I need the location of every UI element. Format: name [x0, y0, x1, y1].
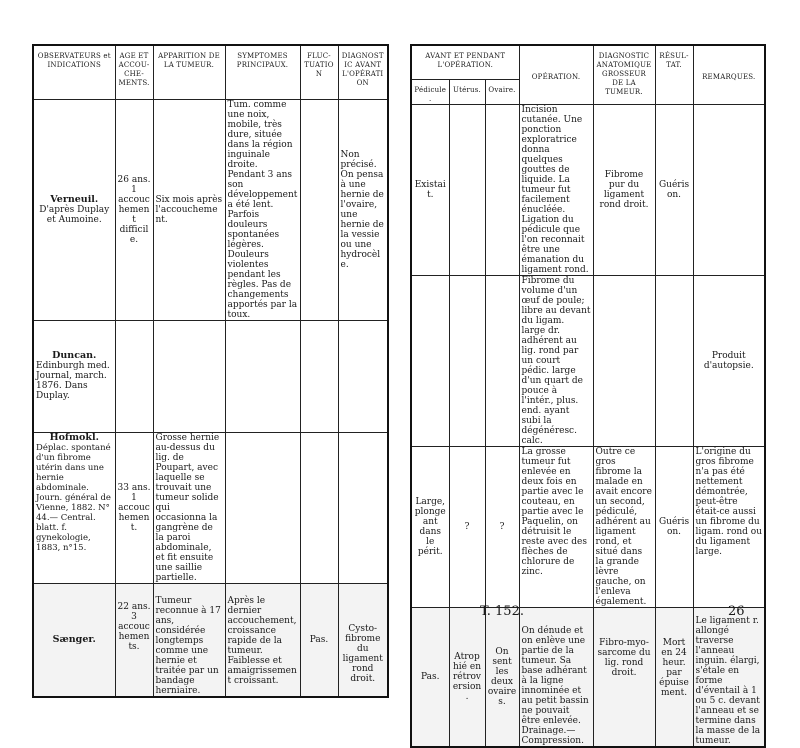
uterus-cell [449, 275, 485, 446]
pedicule-cell: Existait. [411, 104, 449, 275]
operation-cell: On dénude et on enlève une partie de la tumeur. Sa base adhérant à la ligne innominée et au petit bassin ne pouvait être enlevée. Drainage.— Compression. [519, 607, 593, 747]
header-apparition: APPARITION DE LA TUMEUR. [153, 45, 225, 99]
resultat-cell: Guérison. [655, 104, 693, 275]
fluctuation-cell [300, 320, 338, 432]
accouchement-value: 3 accouchements. [118, 611, 150, 652]
age-cell [115, 583, 153, 697]
diagnostic-cell [338, 320, 388, 432]
observer-name: Sænger. [52, 633, 96, 645]
left-table [32, 44, 389, 698]
plate-number: T. 152. [480, 604, 524, 619]
right-table [410, 44, 766, 748]
header-pedicule: Pédicule. [411, 79, 449, 104]
header-avant: AVANT ET PENDANT L'OPÉRATION. [411, 45, 519, 79]
apparition-cell: Tumeur reconnue à 17 ans, considérée longtemps comme une hernie et traitée par un bandage herniaire. [153, 583, 225, 697]
remarques-cell: L'origine du gros fibrome n'a pas été nettement démontrée, peut-être était-ce aussi un fibrome du ligam. rond ou du ligament large. [693, 446, 765, 607]
observer-cell [33, 432, 115, 583]
diagnostic-cell: Outre ce gros fibrome la malade en avait encore un second, pédiculé, adhérent au ligament rond, et situé dans la grande lèvre gauche, on l'enleva également. [593, 446, 655, 607]
header-ovaire: Ovaire. [485, 79, 519, 104]
remarques-cell [693, 104, 765, 275]
fluctuation-cell: Pas. [300, 583, 338, 697]
diagnostic-cell: Fibrome pur du ligament rond droit. [593, 104, 655, 275]
apparition-cell: Grosse hernie au-dessus du lig. de Poupart, avec laquelle se trouvait une tumeur solide qui occasionna la gangrène de la paroi abdominale, et fit ensuite une saillie partielle. [153, 432, 225, 583]
resultat-cell: Mort en 24 heur. par épuisement. [655, 607, 693, 747]
accouchement-value: 1 accouchement difficile. [118, 184, 150, 245]
uterus-cell: Atrophié en rétroversion. [449, 607, 485, 747]
ovaire-cell [485, 104, 519, 275]
table-row [411, 104, 765, 275]
age-cell [115, 432, 153, 583]
resultat-cell [655, 275, 693, 446]
observer-name: Hofmokl. [49, 432, 99, 443]
diagnostic-cell [338, 432, 388, 583]
header-fluctuation: FLUC-TUATION [300, 45, 338, 99]
diagnostic-cell: Non précisé. On pensa à une hernie de l'ovaire, une hernie de la vessie ou une hydrocèle. [338, 99, 388, 320]
header-operation: OPÉRATION. [519, 45, 593, 104]
remarques-cell: Produit d'autopsie. [693, 275, 765, 446]
header-observateurs: OBSERVATEURS et INDICATIONS [33, 45, 115, 99]
header-diagnostic: DIAGNOSTIC AVANT L'OPÉRATION [338, 45, 388, 99]
table-row [411, 275, 765, 446]
resultat-cell: Guérison. [655, 446, 693, 607]
observer-cell [33, 583, 115, 697]
age-value: 26 ans. [117, 174, 151, 185]
fluctuation-cell [300, 432, 338, 583]
remarques-cell: Le ligament r. allongé traverse l'anneau inguin. élargi, s'étale en forme d'éventail à 1 ou 5 c. devant l'anneau et se termine dans la masse de la tumeur. [693, 607, 765, 747]
operation-cell: La grosse tumeur fut enlevée en deux fois en partie avec le couteau, en partie avec le Paquelin, on détruisit le reste avec des flèches de chlorure de zinc. [519, 446, 593, 607]
age-value: 33 ans. [117, 482, 151, 493]
header-remarques: REMARQUES. [693, 45, 765, 104]
symptomes-cell [225, 320, 300, 432]
operation-cell: Fibrome du volume d'un œuf de poule; libre au devant du ligam. large dr. adhérent au lig. rond par un court pédic. large d'un quart de pouce à l'intér., plus. end. ayant subi la dégénéresc. calc. [519, 275, 593, 446]
observer-cell [33, 320, 115, 432]
header-symptomes: SYMPTOMES PRINCIPAUX. [225, 45, 300, 99]
age-value: 22 ans. [117, 601, 151, 612]
symptomes-cell: Tum. comme une noix, mobile, très dure, située dans la région inguinale droite. Pendant 3 ans son développement a été lent. Parfois douleurs spontanées légères. Douleurs violentes pendant les règles. Pas de changements apportés par la toux. [225, 99, 300, 320]
symptomes-cell: Après le dernier accouchement, croissance rapide de la tumeur. Faiblesse et amaigrissement croissant. [225, 583, 300, 697]
observer-ref: D'après Duplay et Aumoine. [39, 204, 110, 225]
table-row [411, 607, 765, 747]
observer-ref: Déplac. spontané d'un fibrome utérin dans une hernie abdominale. Journ. général de Vienne, 1882. N° 44.— Central. blatt. f. gynekologie, 1883, n°15. [36, 442, 111, 553]
pedicule-cell: Pas. [411, 607, 449, 747]
header-diagnostic-anatomique: DIAGNOSTIC ANATOMIQUE GROSSEUR DE LA TUMEUR. [593, 45, 655, 104]
page-number: 26 [728, 604, 745, 619]
apparition-cell [153, 320, 225, 432]
uterus-cell: ? [449, 446, 485, 607]
apparition-cell: Six mois après l'accouchement. [153, 99, 225, 320]
table-row [411, 446, 765, 607]
table-row [33, 99, 388, 320]
observer-cell [33, 99, 115, 320]
header-age: AGE ET ACCOU-CHE-MENTS. [115, 45, 153, 99]
pedicule-cell [411, 275, 449, 446]
ovaire-cell [485, 275, 519, 446]
pedicule-cell: Large, plongeant dans le périt. [411, 446, 449, 607]
diagnostic-cell: Cysto-fibrome du ligament rond droit. [338, 583, 388, 697]
ovaire-cell: On sent les deux ovaires. [485, 607, 519, 747]
age-cell [115, 320, 153, 432]
ovaire-cell: ? [485, 446, 519, 607]
observer-ref: Edinburgh med. Journal, march. 1876. Dans Duplay. [36, 361, 110, 401]
accouchement-value: 1 accouchement. [118, 492, 150, 533]
header-resultat: RÉSUL-TAT. [655, 45, 693, 104]
operation-cell: Incision cutanée. Une ponction exploratrice donna quelques gouttes de liquide. La tumeur fut facilement énucléée. Ligation du pédicule que l'on reconnait être une émanation du ligament rond. [519, 104, 593, 275]
observer-name: Verneuil. [50, 193, 99, 205]
uterus-cell [449, 104, 485, 275]
diagnostic-cell: Fibro-myo-sarcome du lig. rond droit. [593, 607, 655, 747]
symptomes-cell [225, 432, 300, 583]
fluctuation-cell [300, 99, 338, 320]
table-row [33, 432, 388, 583]
header-uterus: Utérus. [449, 79, 485, 104]
observer-name: Duncan. [52, 350, 97, 361]
diagnostic-cell [593, 275, 655, 446]
table-row [33, 320, 388, 432]
table-row [33, 583, 388, 697]
age-cell [115, 99, 153, 320]
